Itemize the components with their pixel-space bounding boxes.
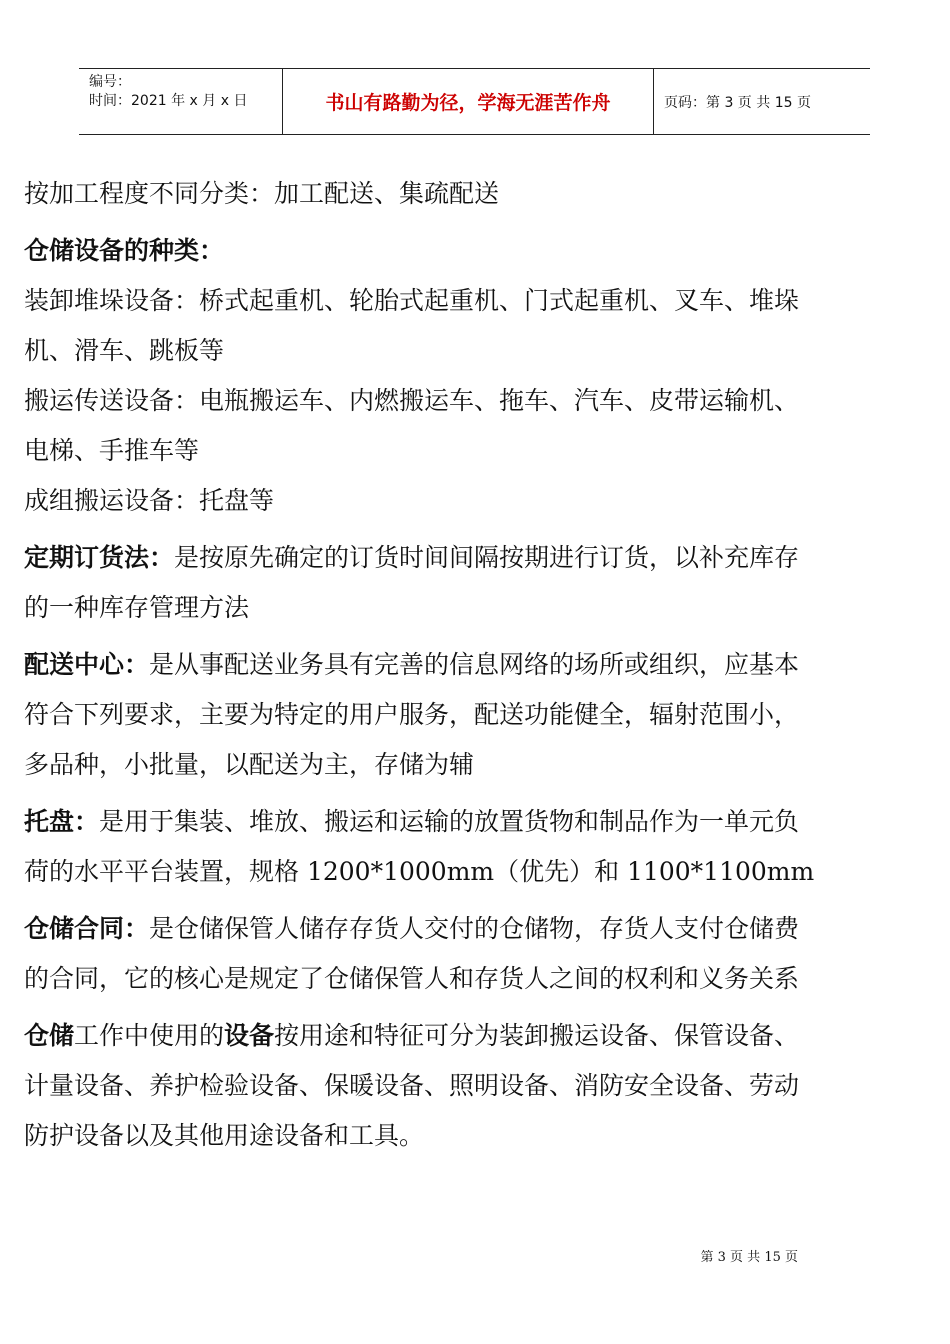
paragraph-line: 的合同，它的核心是规定了仓储保管人和存货人之间的权利和义务关系 bbox=[24, 964, 800, 993]
header-page-info: 页码：第 3 页 共 15 页 bbox=[664, 94, 811, 111]
definition-line bbox=[24, 1011, 916, 1061]
definition-line bbox=[24, 640, 916, 690]
header-number: 编号： bbox=[89, 74, 131, 90]
bold-term: 配送中心： bbox=[24, 650, 150, 679]
definition-line bbox=[24, 904, 916, 954]
bold-term: 托盘： bbox=[24, 807, 100, 836]
header-motto: 书山有路勤为径，学海无涯苦作舟 bbox=[282, 69, 654, 134]
paragraph-line: 成组搬运设备：托盘等 bbox=[24, 486, 275, 515]
definition-text: 是仓储保管人储存存货人交付的仓储物，存货人支付仓储费 bbox=[149, 914, 800, 943]
paragraph-line: 电梯、手推车等 bbox=[24, 436, 200, 465]
bold-term: 仓储合同： bbox=[24, 914, 150, 943]
bold-term: 仓储设备的种类： bbox=[24, 236, 225, 265]
definition-text: 是按原先确定的订货时间间隔按期进行订货，以补充库存 bbox=[174, 543, 800, 572]
document-body bbox=[24, 169, 916, 1161]
header-left-cell bbox=[79, 69, 282, 134]
paragraph-line: 符合下列要求，主要为特定的用户服务，配送功能健全，辐射范围小， bbox=[24, 700, 800, 729]
bold-term: 定期订货法： bbox=[24, 543, 175, 572]
paragraph-line: 的一种库存管理方法 bbox=[24, 593, 250, 622]
definition-text: 是用于集装、堆放、搬运和运输的放置货物和制品作为一单元负 bbox=[99, 807, 800, 836]
paragraph-line: 计量设备、养护检验设备、保暖设备、照明设备、消防安全设备、劳动 bbox=[24, 1071, 800, 1100]
definition-line bbox=[24, 797, 916, 847]
paragraph-line: 按加工程度不同分类：加工配送、集疏配送 bbox=[24, 179, 500, 208]
bold-term: 仓储 bbox=[24, 1021, 75, 1050]
definition-text: 工作中使用的 bbox=[74, 1021, 225, 1050]
paragraph-line: 搬运传送设备：电瓶搬运车、内燃搬运车、拖车、汽车、皮带运输机、 bbox=[24, 386, 800, 415]
paragraph-line: 荷的水平平台装置，规格 1200*1000mm（优先）和 1100*1100mm bbox=[24, 857, 815, 886]
page-footer: 第 3 页 共 15 页 bbox=[700, 1250, 798, 1265]
section-heading bbox=[24, 226, 916, 276]
definition-line bbox=[24, 533, 916, 583]
paragraph-line: 防护设备以及其他用途设备和工具。 bbox=[24, 1121, 425, 1150]
paragraph-line: 机、滑车、跳板等 bbox=[24, 336, 225, 365]
header-time: 时间：2021 年 x 月 x 日 bbox=[89, 93, 248, 109]
header-table bbox=[79, 68, 870, 135]
definition-text: 是从事配送业务具有完善的信息网络的场所或组织，应基本 bbox=[149, 650, 800, 679]
paragraph-line: 多品种，小批量，以配送为主，存储为辅 bbox=[24, 750, 475, 779]
paragraph-line: 装卸堆垛设备：桥式起重机、轮胎式起重机、门式起重机、叉车、堆垛 bbox=[24, 286, 800, 315]
bold-term: 设备 bbox=[224, 1021, 275, 1050]
definition-text: 按用途和特征可分为装卸搬运设备、保管设备、 bbox=[274, 1021, 800, 1050]
